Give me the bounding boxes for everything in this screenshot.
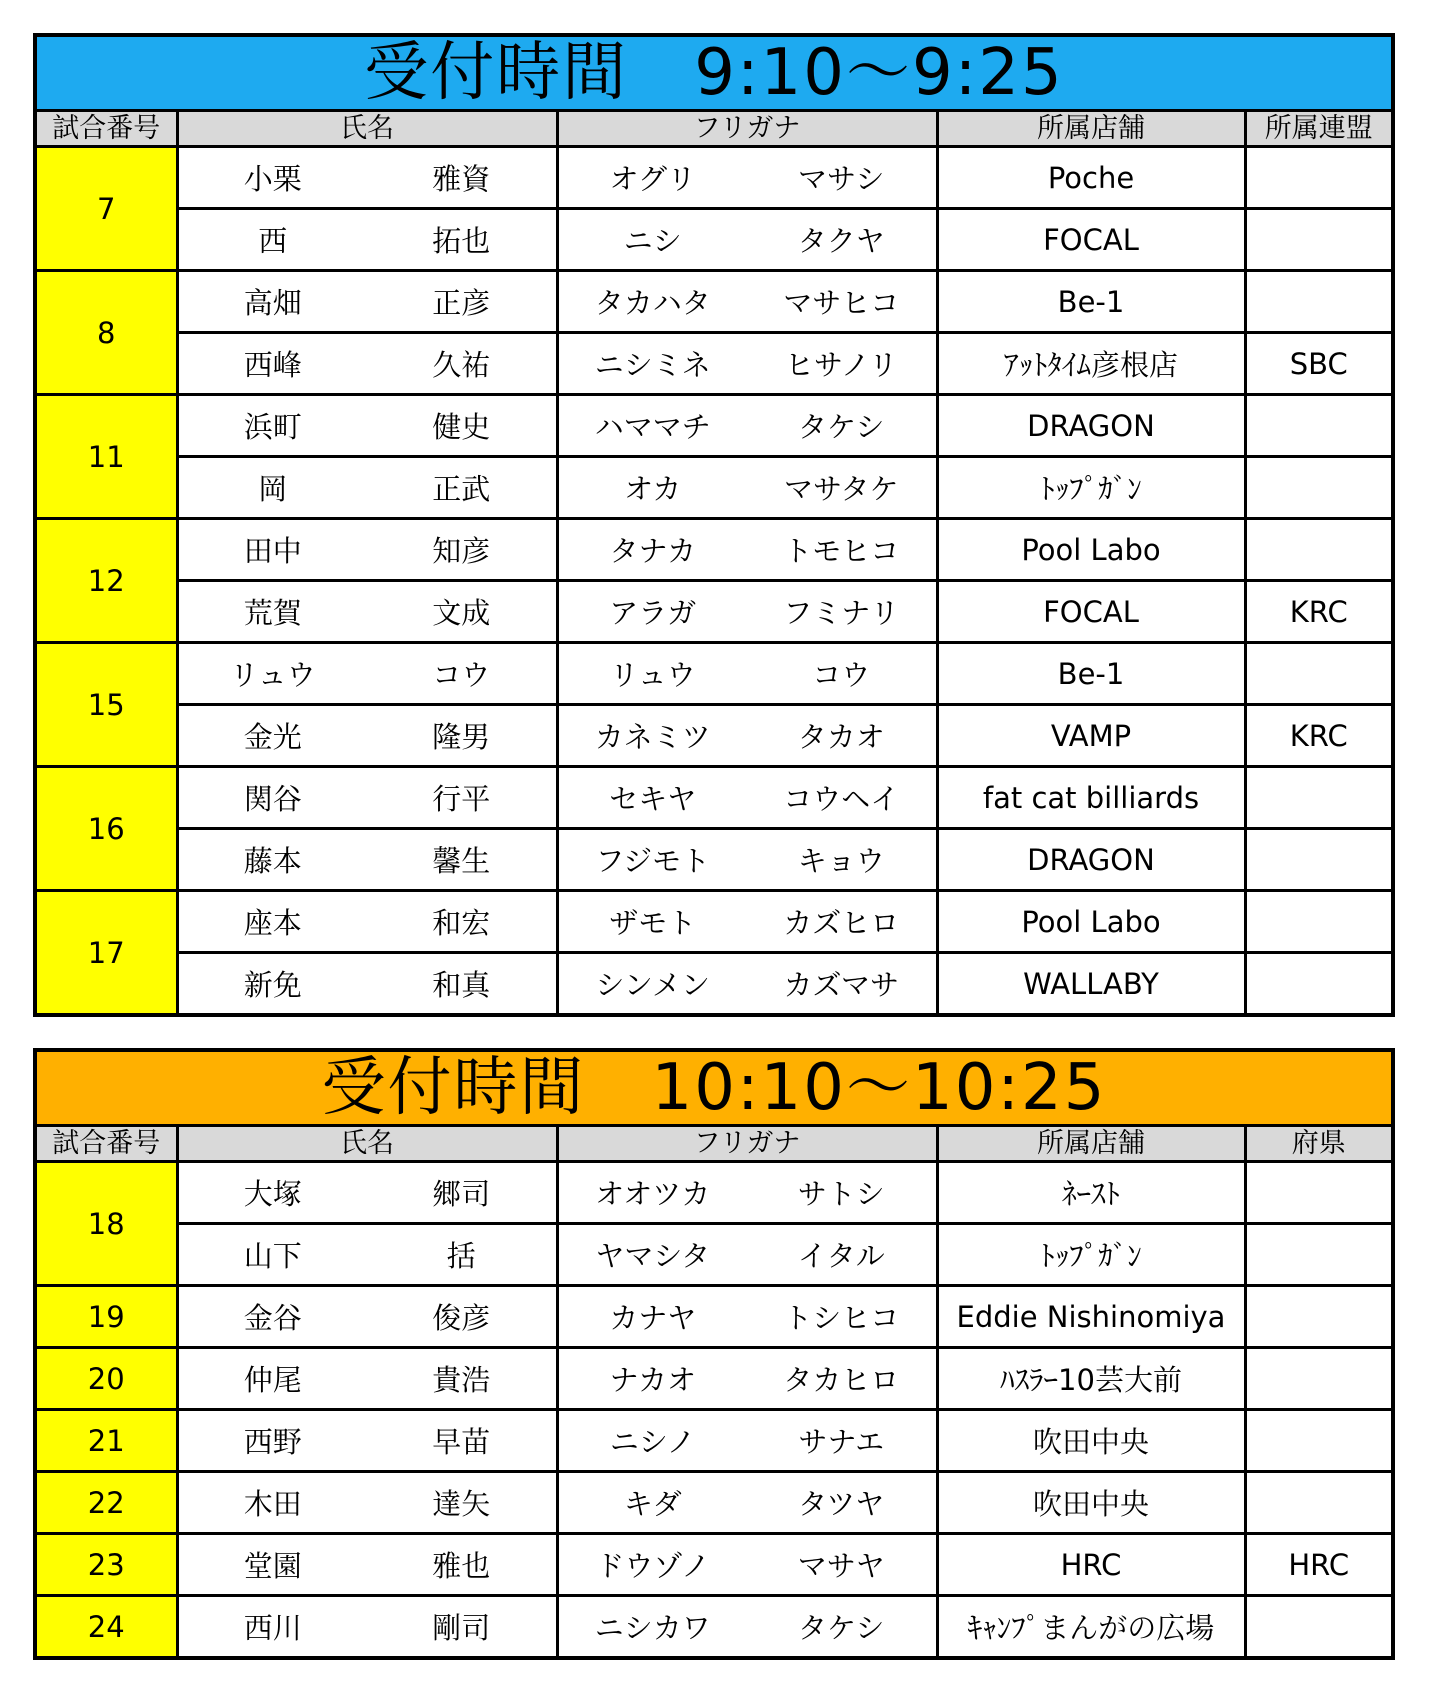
prefecture-cell: [1245, 1348, 1391, 1410]
match-number-cell: 23: [37, 1534, 177, 1596]
table-row: [37, 1472, 1391, 1534]
family-name-cell: 荒賀: [177, 581, 367, 643]
given-name-cell: 雅資: [432, 162, 491, 196]
shop-cell: 吹田中央: [937, 1410, 1245, 1472]
league-cell: [1245, 147, 1391, 209]
given-name-cell: 郷司: [432, 1177, 491, 1211]
shop-cell: DRAGON: [937, 829, 1245, 891]
league-cell: KRC: [1245, 705, 1391, 767]
kana-family-cell: セキヤ: [557, 767, 747, 829]
kana-family-cell: タナカ: [557, 519, 747, 581]
family-name-cell: 仲尾: [177, 1348, 367, 1410]
prefecture-cell: [1245, 1224, 1391, 1286]
kana-given-cell: タケシ: [747, 395, 937, 457]
kana-given-cell: マサシ: [798, 162, 885, 196]
kana-family-cell: ザモト: [557, 891, 747, 953]
shop-cell: Be-1: [937, 643, 1245, 705]
header-furigana: フリガナ: [557, 1127, 937, 1162]
kana-family-cell: ナカオ: [557, 1348, 747, 1410]
league-cell: [1245, 767, 1391, 829]
match-number-cell: 7: [37, 147, 177, 271]
table-row: [37, 767, 1391, 829]
league-cell: [1245, 953, 1391, 1014]
given-name-cell: 雅也: [367, 1534, 557, 1596]
kana-family-cell: タカハタ: [557, 271, 747, 333]
kana-given-cell: マサタケ: [747, 457, 937, 519]
kana-given-cell: ヒサノリ: [747, 333, 937, 395]
league-cell: [1245, 643, 1391, 705]
match-number-cell: 20: [37, 1348, 177, 1410]
kana-family-cell: オオツカ: [557, 1162, 747, 1224]
league-cell: [1245, 209, 1391, 271]
kana-given-cell: サトシ: [797, 1177, 885, 1211]
league-cell: [1245, 891, 1391, 953]
given-name-cell: 行平: [367, 767, 557, 829]
shop-cell: FOCAL: [937, 209, 1245, 271]
header-prefecture: 府県: [1245, 1127, 1391, 1162]
table-row: [37, 147, 1391, 209]
given-name-cell: 馨生: [367, 829, 557, 891]
given-name-cell: 知彦: [367, 519, 557, 581]
given-name-cell: 貴浩: [367, 1348, 557, 1410]
schedule-block-1: [33, 33, 1395, 1017]
shop-cell: ﾄｯﾌﾟｶﾞﾝ: [937, 1224, 1245, 1286]
kana-family-cell: リュウ: [557, 643, 747, 705]
match-number-cell: 24: [37, 1596, 177, 1657]
given-name-cell: 和真: [367, 953, 557, 1014]
header-name: 氏名: [177, 1127, 557, 1162]
header-shop: 所属店舗: [937, 1127, 1245, 1162]
kana-family-cell: シンメン: [557, 953, 747, 1014]
prefecture-cell: [1245, 1162, 1391, 1224]
kana-given-cell: トシヒコ: [747, 1286, 937, 1348]
league-cell: [1245, 829, 1391, 891]
table-row: [37, 519, 1391, 581]
match-number-cell: 19: [37, 1286, 177, 1348]
table-row: [37, 829, 1391, 891]
given-name-cell: 正武: [367, 457, 557, 519]
shop-cell: fat cat billiards: [937, 767, 1245, 829]
family-name-cell: 山下: [177, 1224, 367, 1286]
given-name-cell: 早苗: [367, 1410, 557, 1472]
given-name-cell: 文成: [367, 581, 557, 643]
match-number-cell: 17: [37, 891, 177, 1014]
table-row: [37, 1286, 1391, 1348]
league-cell: KRC: [1245, 581, 1391, 643]
reception-time-title: 受付時間 10:10～10:25: [37, 1052, 1391, 1127]
table-row: [37, 1534, 1391, 1596]
prefecture-cell: HRC: [1245, 1534, 1391, 1596]
league-cell: [1245, 519, 1391, 581]
given-name-cell: 和宏: [367, 891, 557, 953]
table-row: [37, 333, 1391, 395]
shop-cell: ﾊｽﾗｰ10芸大前: [937, 1348, 1245, 1410]
table-header-row: [37, 1127, 1391, 1162]
match-number-cell: 18: [37, 1162, 177, 1286]
table-row: [37, 705, 1391, 767]
kana-family-cell: ドウゾノ: [557, 1534, 747, 1596]
kana-family-cell: オグリ: [557, 147, 747, 209]
kana-given-cell: サナエ: [747, 1410, 937, 1472]
kana-family-cell: キダ: [557, 1472, 747, 1534]
kana-given-cell: コウ: [747, 643, 937, 705]
given-name-cell: 剛司: [367, 1596, 557, 1657]
match-table: [37, 1127, 1391, 1656]
kana-given-cell: トモヒコ: [747, 519, 937, 581]
family-name-cell: 新免: [177, 953, 367, 1014]
league-cell: [1245, 395, 1391, 457]
match-number-cell: 12: [37, 519, 177, 643]
schedule-block-2: [33, 1048, 1395, 1660]
prefecture-cell: [1245, 1472, 1391, 1534]
kana-family-cell: オカ: [557, 457, 747, 519]
family-name-cell: 大塚: [243, 1177, 302, 1211]
header-furigana: フリガナ: [557, 112, 937, 147]
table-header-row: [37, 112, 1391, 147]
family-name-cell: 高畑: [177, 271, 367, 333]
match-number-cell: 16: [37, 767, 177, 891]
table-row: [37, 581, 1391, 643]
given-name-cell: 健史: [367, 395, 557, 457]
prefecture-cell: [1245, 1596, 1391, 1657]
kana-given-cell: タツヤ: [747, 1472, 937, 1534]
shop-cell: 吹田中央: [937, 1472, 1245, 1534]
shop-cell: Eddie Nishinomiya: [937, 1286, 1245, 1348]
match-number-cell: 21: [37, 1410, 177, 1472]
family-name-cell: 西峰: [177, 333, 367, 395]
table-row: [37, 395, 1391, 457]
table-row: [37, 457, 1391, 519]
family-name-cell: 岡: [177, 457, 367, 519]
family-name-cell: 浜町: [177, 395, 367, 457]
table-row: [37, 1596, 1391, 1657]
kana-given-cell: カズマサ: [747, 953, 937, 1014]
family-name-cell: 金谷: [177, 1286, 367, 1348]
table-row: [37, 953, 1391, 1014]
kana-given-cell: カズヒロ: [747, 891, 937, 953]
kana-given-cell: マサヒコ: [747, 271, 937, 333]
kana-family-cell: カナヤ: [557, 1286, 747, 1348]
family-name-cell: 西川: [177, 1596, 367, 1657]
table-row: [37, 1348, 1391, 1410]
prefecture-cell: [1245, 1410, 1391, 1472]
table-row: [37, 271, 1391, 333]
kana-given-cell: イタル: [747, 1224, 937, 1286]
shop-cell: HRC: [937, 1534, 1245, 1596]
table-row: [37, 209, 1391, 271]
match-number-cell: 15: [37, 643, 177, 767]
header-match-number: 試合番号: [37, 1127, 177, 1162]
kana-given-cell: フミナリ: [747, 581, 937, 643]
kana-family-cell: ハママチ: [557, 395, 747, 457]
given-name-cell: 拓也: [367, 209, 557, 271]
family-name-cell: 堂園: [177, 1534, 367, 1596]
shop-cell: Pool Labo: [937, 519, 1245, 581]
kana-given-cell: コウヘイ: [747, 767, 937, 829]
table-row: [37, 1162, 1391, 1224]
header-match-number: 試合番号: [37, 112, 177, 147]
shop-cell: ﾈｰｽﾄ: [937, 1162, 1245, 1224]
family-name-cell: 金光: [177, 705, 367, 767]
kana-given-cell: タカオ: [747, 705, 937, 767]
kana-family-cell: アラガ: [557, 581, 747, 643]
given-name-cell: コウ: [367, 643, 557, 705]
match-number-cell: 22: [37, 1472, 177, 1534]
family-name-cell: 西野: [177, 1410, 367, 1472]
given-name-cell: 括: [367, 1224, 557, 1286]
given-name-cell: 正彦: [367, 271, 557, 333]
shop-cell: VAMP: [937, 705, 1245, 767]
kana-given-cell: マサヤ: [747, 1534, 937, 1596]
given-name-cell: 達矢: [367, 1472, 557, 1534]
match-number-cell: 11: [37, 395, 177, 519]
family-name-cell: 藤本: [177, 829, 367, 891]
family-name-cell: 田中: [177, 519, 367, 581]
kana-family-cell: ニシミネ: [557, 333, 747, 395]
shop-cell: Poche: [937, 147, 1245, 209]
match-table: [37, 112, 1391, 1013]
shop-cell: DRAGON: [937, 395, 1245, 457]
shop-cell: Pool Labo: [937, 891, 1245, 953]
kana-given-cell: タケシ: [747, 1596, 937, 1657]
shop-cell: ｷｬﾝﾌﾟまんがの広場: [937, 1596, 1245, 1657]
kana-given-cell: タカヒロ: [747, 1348, 937, 1410]
shop-cell: WALLABY: [937, 953, 1245, 1014]
given-name-cell: 久祐: [367, 333, 557, 395]
family-name-cell: 小栗: [243, 162, 302, 196]
table-row: [37, 643, 1391, 705]
table-row: [37, 891, 1391, 953]
header-league: 所属連盟: [1245, 112, 1391, 147]
family-name-cell: 座本: [177, 891, 367, 953]
family-name-cell: 関谷: [177, 767, 367, 829]
prefecture-cell: [1245, 1286, 1391, 1348]
given-name-cell: 隆男: [367, 705, 557, 767]
header-name: 氏名: [177, 112, 557, 147]
table-row: [37, 1224, 1391, 1286]
kana-family-cell: ニシノ: [557, 1410, 747, 1472]
kana-given-cell: キョウ: [747, 829, 937, 891]
family-name-cell: 木田: [177, 1472, 367, 1534]
kana-family-cell: カネミツ: [557, 705, 747, 767]
kana-family-cell: フジモト: [557, 829, 747, 891]
shop-cell: ﾄｯﾌﾟｶﾞﾝ: [937, 457, 1245, 519]
kana-family-cell: ニシ: [557, 209, 747, 271]
header-shop: 所属店舗: [937, 112, 1245, 147]
shop-cell: Be-1: [937, 271, 1245, 333]
match-number-cell: 8: [37, 271, 177, 395]
shop-cell: FOCAL: [937, 581, 1245, 643]
kana-given-cell: タクヤ: [747, 209, 937, 271]
league-cell: [1245, 457, 1391, 519]
reception-time-title: 受付時間 9:10～9:25: [37, 37, 1391, 112]
league-cell: SBC: [1245, 333, 1391, 395]
kana-family-cell: ニシカワ: [557, 1596, 747, 1657]
family-name-cell: リュウ: [177, 643, 367, 705]
given-name-cell: 俊彦: [367, 1286, 557, 1348]
family-name-cell: 西: [177, 209, 367, 271]
shop-cell: ｱｯﾄﾀｲﾑ彦根店: [937, 333, 1245, 395]
table-row: [37, 1410, 1391, 1472]
kana-family-cell: ヤマシタ: [557, 1224, 747, 1286]
league-cell: [1245, 271, 1391, 333]
